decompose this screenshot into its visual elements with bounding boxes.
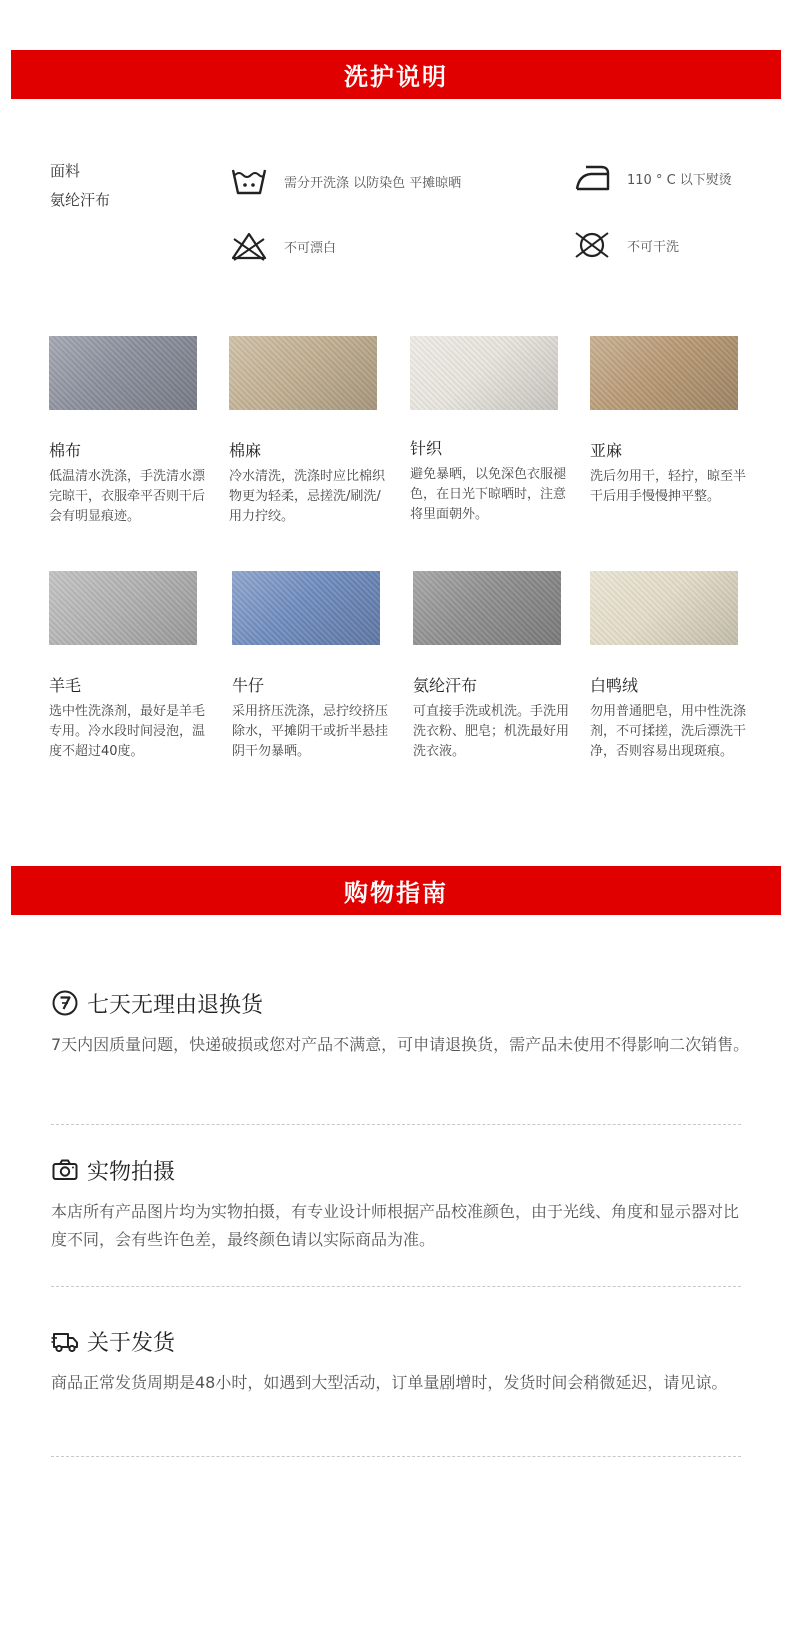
wash-instructions-banner — [11, 50, 781, 99]
wash-section-title: 洗护说明 — [344, 63, 448, 91]
divider — [51, 1124, 741, 1125]
guide-title: 关于发货 — [87, 1330, 176, 1356]
material-desc: 可直接手洗或机洗。手洗用洗衣粉、肥皂；机洗最好用洗衣液。 — [413, 704, 570, 759]
care-text-no-dry-clean: 不可干洗 — [627, 239, 680, 255]
delivery-truck-icon — [51, 1327, 79, 1355]
guide-body: 商品正常发货周期是48小时，如遇到大型活动，订单量剧增时，发货时间会稍微延迟，请见谅。 — [51, 1373, 728, 1392]
guide-title: 七天无理由退换货 — [87, 992, 264, 1018]
fabric-label: 面料 — [50, 162, 81, 180]
hand-wash-icon — [230, 164, 268, 198]
material-desc: 采用挤压洗涤，忌拧绞挤压除水，平摊阴干或折半悬挂阴干勿暴晒。 — [232, 704, 389, 759]
material-desc: 避免暴晒，以免深色衣服褪色，在日光下晾晒时，注意将里面朝外。 — [410, 467, 567, 522]
care-item-no-dry-clean — [573, 228, 679, 262]
material-swatch-linen — [590, 336, 738, 410]
material-name: 牛仔 — [232, 676, 265, 695]
material-swatch-spandex-jersey — [413, 571, 561, 645]
camera-icon — [51, 1156, 79, 1184]
divider — [51, 1456, 741, 1457]
material-name: 亚麻 — [590, 441, 623, 460]
divider — [51, 1286, 741, 1287]
material-item — [590, 438, 750, 507]
guide-item-real-photos — [51, 1154, 751, 1254]
material-name: 棉布 — [49, 441, 82, 460]
guide-item-shipping — [51, 1325, 751, 1397]
care-text-iron: 110 ° C 以下熨烫 — [627, 172, 732, 188]
material-swatch-wool — [49, 571, 197, 645]
material-item — [229, 438, 389, 527]
material-name: 氨纶汗布 — [413, 676, 478, 695]
care-item-hand-wash — [230, 164, 461, 198]
no-dry-clean-icon — [573, 228, 611, 262]
guide-title: 实物拍摄 — [87, 1159, 176, 1185]
material-name: 针织 — [410, 439, 443, 458]
material-swatch-cotton-linen — [229, 336, 377, 410]
material-swatch-denim — [232, 571, 380, 645]
seven-days-icon — [51, 989, 79, 1017]
care-item-iron — [573, 161, 732, 195]
material-desc: 勿用普通肥皂，用中性洗涤剂，不可揉搓，洗后漂洗干净，否则容易出现斑痕。 — [590, 704, 747, 759]
no-bleach-icon — [230, 229, 268, 263]
material-item — [590, 673, 750, 762]
fabric-value: 氨纶汗布 — [50, 191, 111, 209]
material-swatch-cotton — [49, 336, 197, 410]
material-desc: 洗后勿用干，轻拧，晾至半干后用手慢慢抻平整。 — [590, 469, 747, 504]
guide-body: 7天内因质量问题，快递破损或您对产品不满意，可申请退换货，需产品未使用不得影响二次销售。 — [51, 1035, 750, 1054]
material-desc: 冷水清洗，洗涤时应比棉织物更为轻柔，忌搓洗/刷洗/用力拧绞。 — [229, 469, 386, 524]
material-desc: 选中性洗涤剂，最好是羊毛专用。冷水段时间浸泡，温度不超过40度。 — [49, 704, 206, 759]
guide-item-return-policy — [51, 987, 751, 1059]
material-name: 白鸭绒 — [590, 676, 639, 695]
material-item — [413, 673, 573, 762]
shopping-guide-banner — [11, 866, 781, 915]
material-item — [49, 438, 209, 527]
material-swatch-white-duck-down — [590, 571, 738, 645]
care-text-hand-wash: 需分开洗涤 以防染色 平摊晾晒 — [284, 175, 462, 191]
care-item-no-bleach — [230, 229, 336, 263]
material-item — [49, 673, 209, 762]
material-item — [232, 673, 392, 762]
guide-body: 本店所有产品图片均为实物拍摄，有专业设计师根据产品校准颜色，由于光线、角度和显示器对比度不同，会有些许色差，最终颜色请以实际商品为准。 — [51, 1202, 740, 1249]
material-item — [410, 436, 570, 525]
material-desc: 低温清水洗涤，手洗清水漂完晾干，衣服牵平否则干后会有明显痕迹。 — [49, 469, 206, 524]
care-text-no-bleach: 不可漂白 — [284, 240, 337, 256]
material-name: 羊毛 — [49, 676, 82, 695]
shop-section-title: 购物指南 — [344, 879, 448, 907]
iron-icon — [573, 161, 611, 195]
material-swatch-knit — [410, 336, 558, 410]
fabric-info — [50, 157, 110, 215]
material-name: 棉麻 — [229, 441, 262, 460]
